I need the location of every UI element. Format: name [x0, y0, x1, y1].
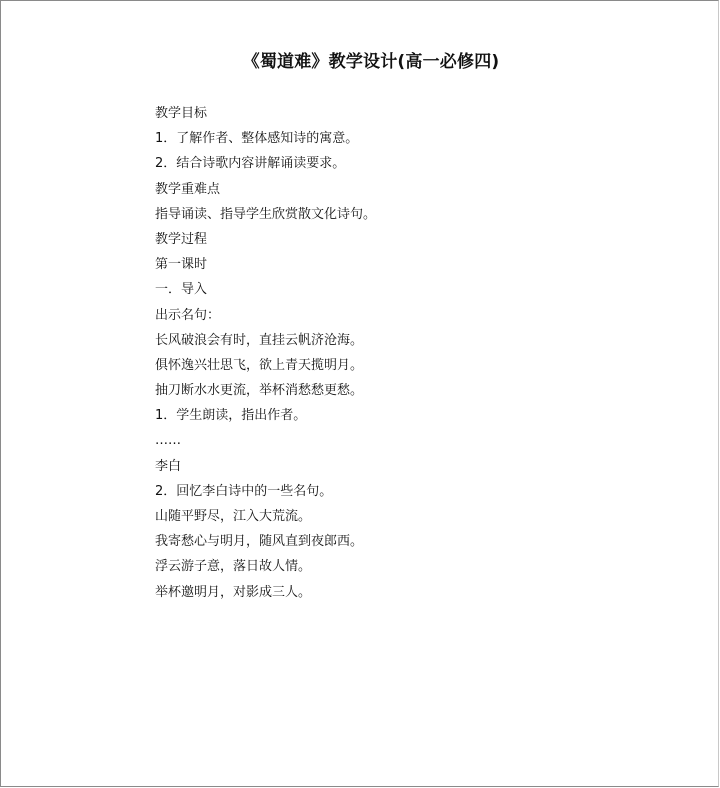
poem-line: 抽刀断水水更流，举杯消愁愁更愁。	[155, 383, 364, 399]
poem-line: 山随平野尽，江入大荒流。	[155, 509, 312, 524]
goal-item: 2．结合诗歌内容讲解诵读要求。	[155, 156, 346, 172]
document-title: 《蜀道难》教学设计(高一必修四)	[242, 52, 500, 72]
author-name: 李白	[155, 458, 182, 474]
poem-line: 浮云游子意，落日故人情。	[155, 559, 312, 575]
step-item: 1．学生朗读，指出作者。	[155, 408, 307, 424]
heading-teaching-goals: 教学目标	[155, 106, 208, 121]
heading-first-lesson: 第一课时	[155, 257, 208, 273]
section-introduction: 一．导入	[155, 282, 208, 298]
heading-key-difficulties: 教学重难点	[155, 181, 221, 197]
paragraph: 出示名句：	[155, 307, 221, 323]
poem-line: 我寄愁心与明月，随风直到夜郎西。	[155, 534, 364, 550]
poem-line: 长风破浪会有时，直挂云帆济沧海。	[155, 332, 364, 348]
goal-item: 1．了解作者、整体感知诗的寓意。	[155, 131, 359, 147]
document-body	[155, 101, 376, 605]
ellipsis: ……	[155, 433, 181, 449]
heading-teaching-process: 教学过程	[155, 231, 208, 247]
poem-line: 举杯邀明月，对影成三人。	[155, 584, 312, 600]
poem-line: 俱怀逸兴壮思飞，欲上青天揽明月。	[155, 357, 364, 373]
paragraph: 指导诵读、指导学生欣赏散文化诗句。	[155, 206, 377, 222]
step-item: 2．回忆李白诗中的一些名句。	[155, 483, 333, 499]
